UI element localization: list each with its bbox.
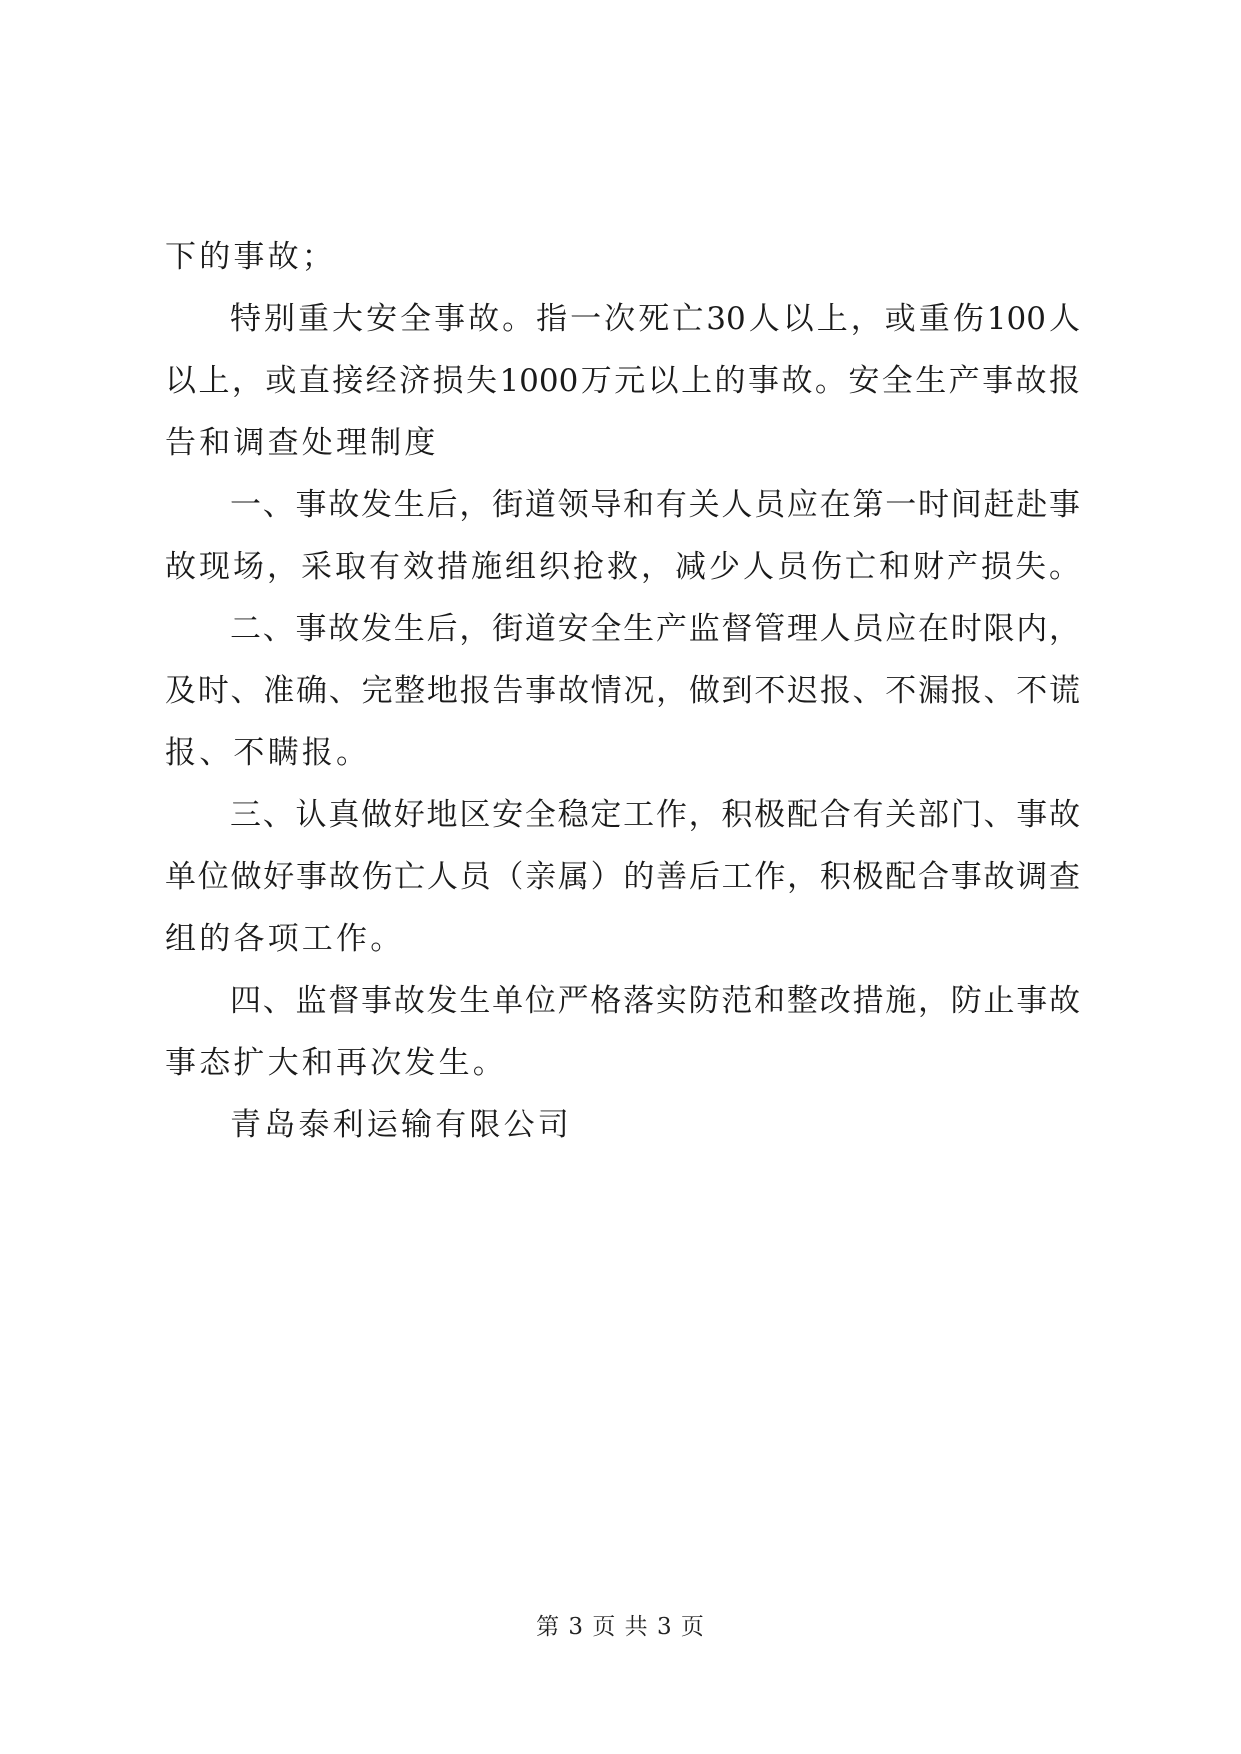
text-line: 特别重大安全事故。指一次死亡30人以上，或重伤100人 bbox=[230, 301, 1080, 337]
text-line: 及时、准确、完整地报告事故情况，做到不迟报、不漏报、不谎 bbox=[165, 673, 1080, 709]
text-line: 单位做好事故伤亡人员（亲属）的善后工作，积极配合事故调查 bbox=[165, 859, 1080, 895]
text-line: 以上，或直接经济损失1000万元以上的事故。安全生产事故报 bbox=[165, 363, 1080, 399]
company-signature: 青岛泰利运输有限公司 bbox=[230, 1107, 572, 1143]
text-line: 事态扩大和再次发生。 bbox=[165, 1045, 507, 1081]
text-line: 组的各项工作。 bbox=[165, 921, 405, 957]
page-number: 第 3 页 共 3 页 bbox=[536, 1614, 705, 1640]
text-line: 二、事故发生后，街道安全生产监督管理人员应在时限内， bbox=[230, 611, 1080, 647]
text-line: 下的事故； bbox=[165, 239, 336, 275]
text-line: 三、认真做好地区安全稳定工作，积极配合有关部门、事故 bbox=[230, 797, 1080, 833]
text-line: 故现场，采取有效措施组织抢救，减少人员伤亡和财产损失。 bbox=[165, 549, 1080, 585]
text-line: 报、不瞒报。 bbox=[165, 735, 371, 771]
text-line: 告和调查处理制度 bbox=[165, 425, 439, 461]
text-line: 四、监督事故发生单位严格落实防范和整改措施，防止事故 bbox=[230, 983, 1080, 1019]
text-line: 一、事故发生后，街道领导和有关人员应在第一时间赶赴事 bbox=[230, 487, 1080, 523]
document-body bbox=[165, 226, 1080, 1156]
